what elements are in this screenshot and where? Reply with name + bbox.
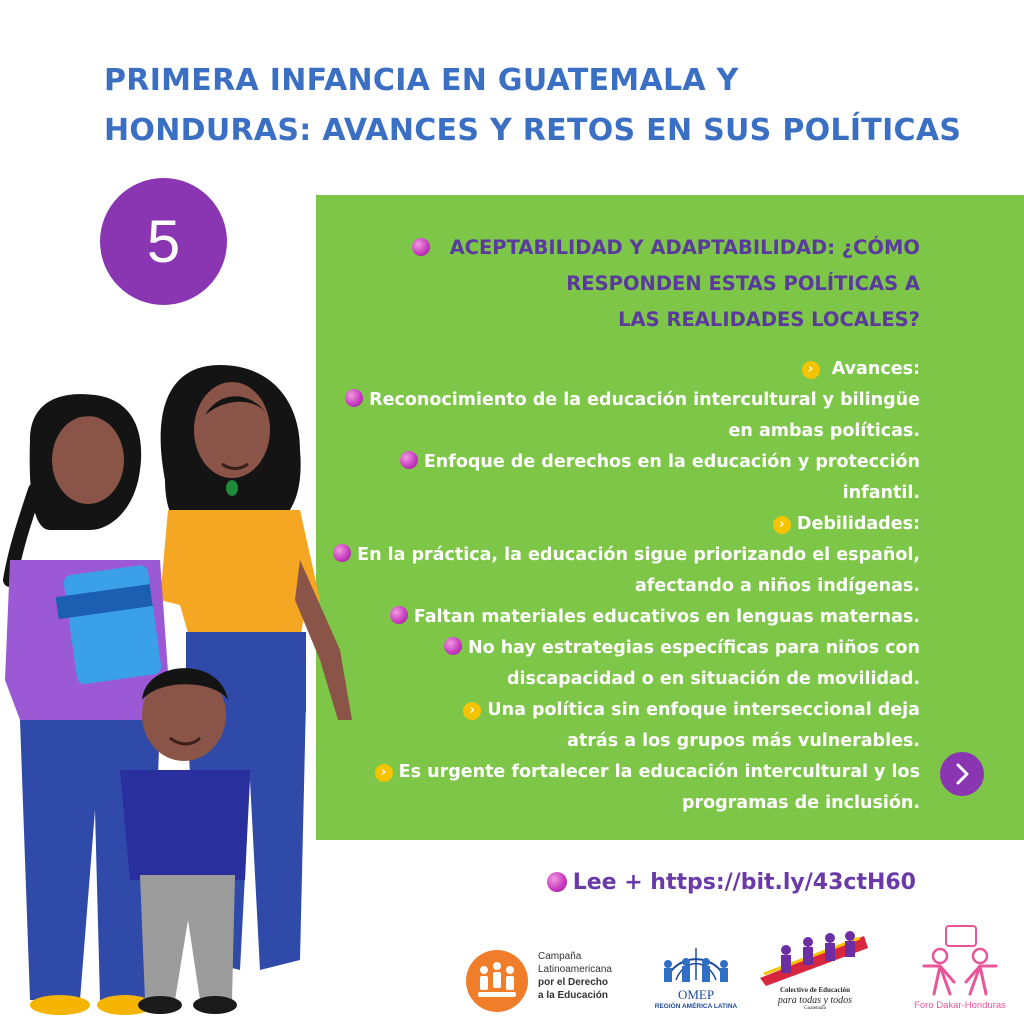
campana-emblem-icon [464, 948, 530, 1014]
foro-logo [910, 922, 1010, 1016]
pink-dot-icon [390, 606, 408, 624]
heading-line-1: ACEPTABILIDAD Y ADAPTABILIDAD: ¿CÓMO [360, 230, 920, 266]
next-button[interactable] [940, 752, 984, 796]
yellow-chevron-icon: › [375, 764, 393, 782]
family-illustration [0, 360, 360, 1024]
number-badge: 5 [100, 178, 227, 305]
panel-heading [360, 230, 920, 338]
yellow-chevron-icon: › [773, 516, 791, 534]
campana-logo [464, 944, 624, 1016]
list-item: No hay estrategias específicas para niños con discapacidad o en situación de movilidad. [280, 633, 920, 695]
colectivo-logo [756, 928, 872, 1016]
pink-dot-icon [412, 238, 430, 256]
list-item: Reconocimiento de la educación intercultural y bilingüe en ambas políticas. [280, 385, 920, 447]
avances-label: › Avances: [280, 354, 920, 385]
link-text[interactable]: Lee + https://bit.ly/43ctH60 [572, 870, 916, 895]
panel-body [280, 354, 920, 819]
foro-text: Foro Dakar-Honduras [914, 1000, 1006, 1011]
colectivo-people-icon [756, 928, 872, 988]
page-title [104, 56, 964, 156]
globe-children-icon [648, 930, 744, 988]
debilidades-label: › Debilidades: [280, 509, 920, 540]
source-link[interactable] [547, 866, 916, 900]
yellow-chevron-icon: › [802, 361, 820, 379]
list-item: En la práctica, la educación sigue priorizando el español, afectando a niños indígenas. [280, 540, 920, 602]
colectivo-text: Colectivo de Educación para todas y todos Guatemala [777, 986, 853, 1011]
heading-line-3: LAS REALIDADES LOCALES? [618, 308, 920, 331]
list-item: Faltan materiales educativos en lenguas maternas. [280, 602, 920, 633]
list-item: Enfoque de derechos en la educación y protección infantil. [280, 447, 920, 509]
title-line-2: HONDURAS: AVANCES Y RETOS EN SUS POLÍTICAS [104, 113, 962, 148]
pink-dot-icon [400, 451, 418, 469]
omep-text: OMEP REGIÓN AMÉRICA LATINA [654, 987, 738, 1010]
foro-figures-icon [910, 922, 1010, 998]
list-item: › Una política sin enfoque interseccional deja atrás a los grupos más vulnerables. [280, 695, 920, 757]
omep-logo [648, 930, 744, 1016]
pink-dot-icon [444, 637, 462, 655]
title-line-1: PRIMERA INFANCIA EN GUATEMALA Y [104, 63, 739, 98]
list-item: › Es urgente fortalecer la educación intercultural y los programas de inclusión. [280, 757, 920, 819]
yellow-chevron-icon: › [463, 702, 481, 720]
heading-line-2: RESPONDEN ESTAS POLÍTICAS A [566, 272, 920, 295]
chevron-right-icon [952, 762, 972, 786]
campana-text: Campaña Latinoamericana por el Derecho a la Educación [538, 951, 612, 1001]
pink-dot-icon [547, 872, 567, 892]
